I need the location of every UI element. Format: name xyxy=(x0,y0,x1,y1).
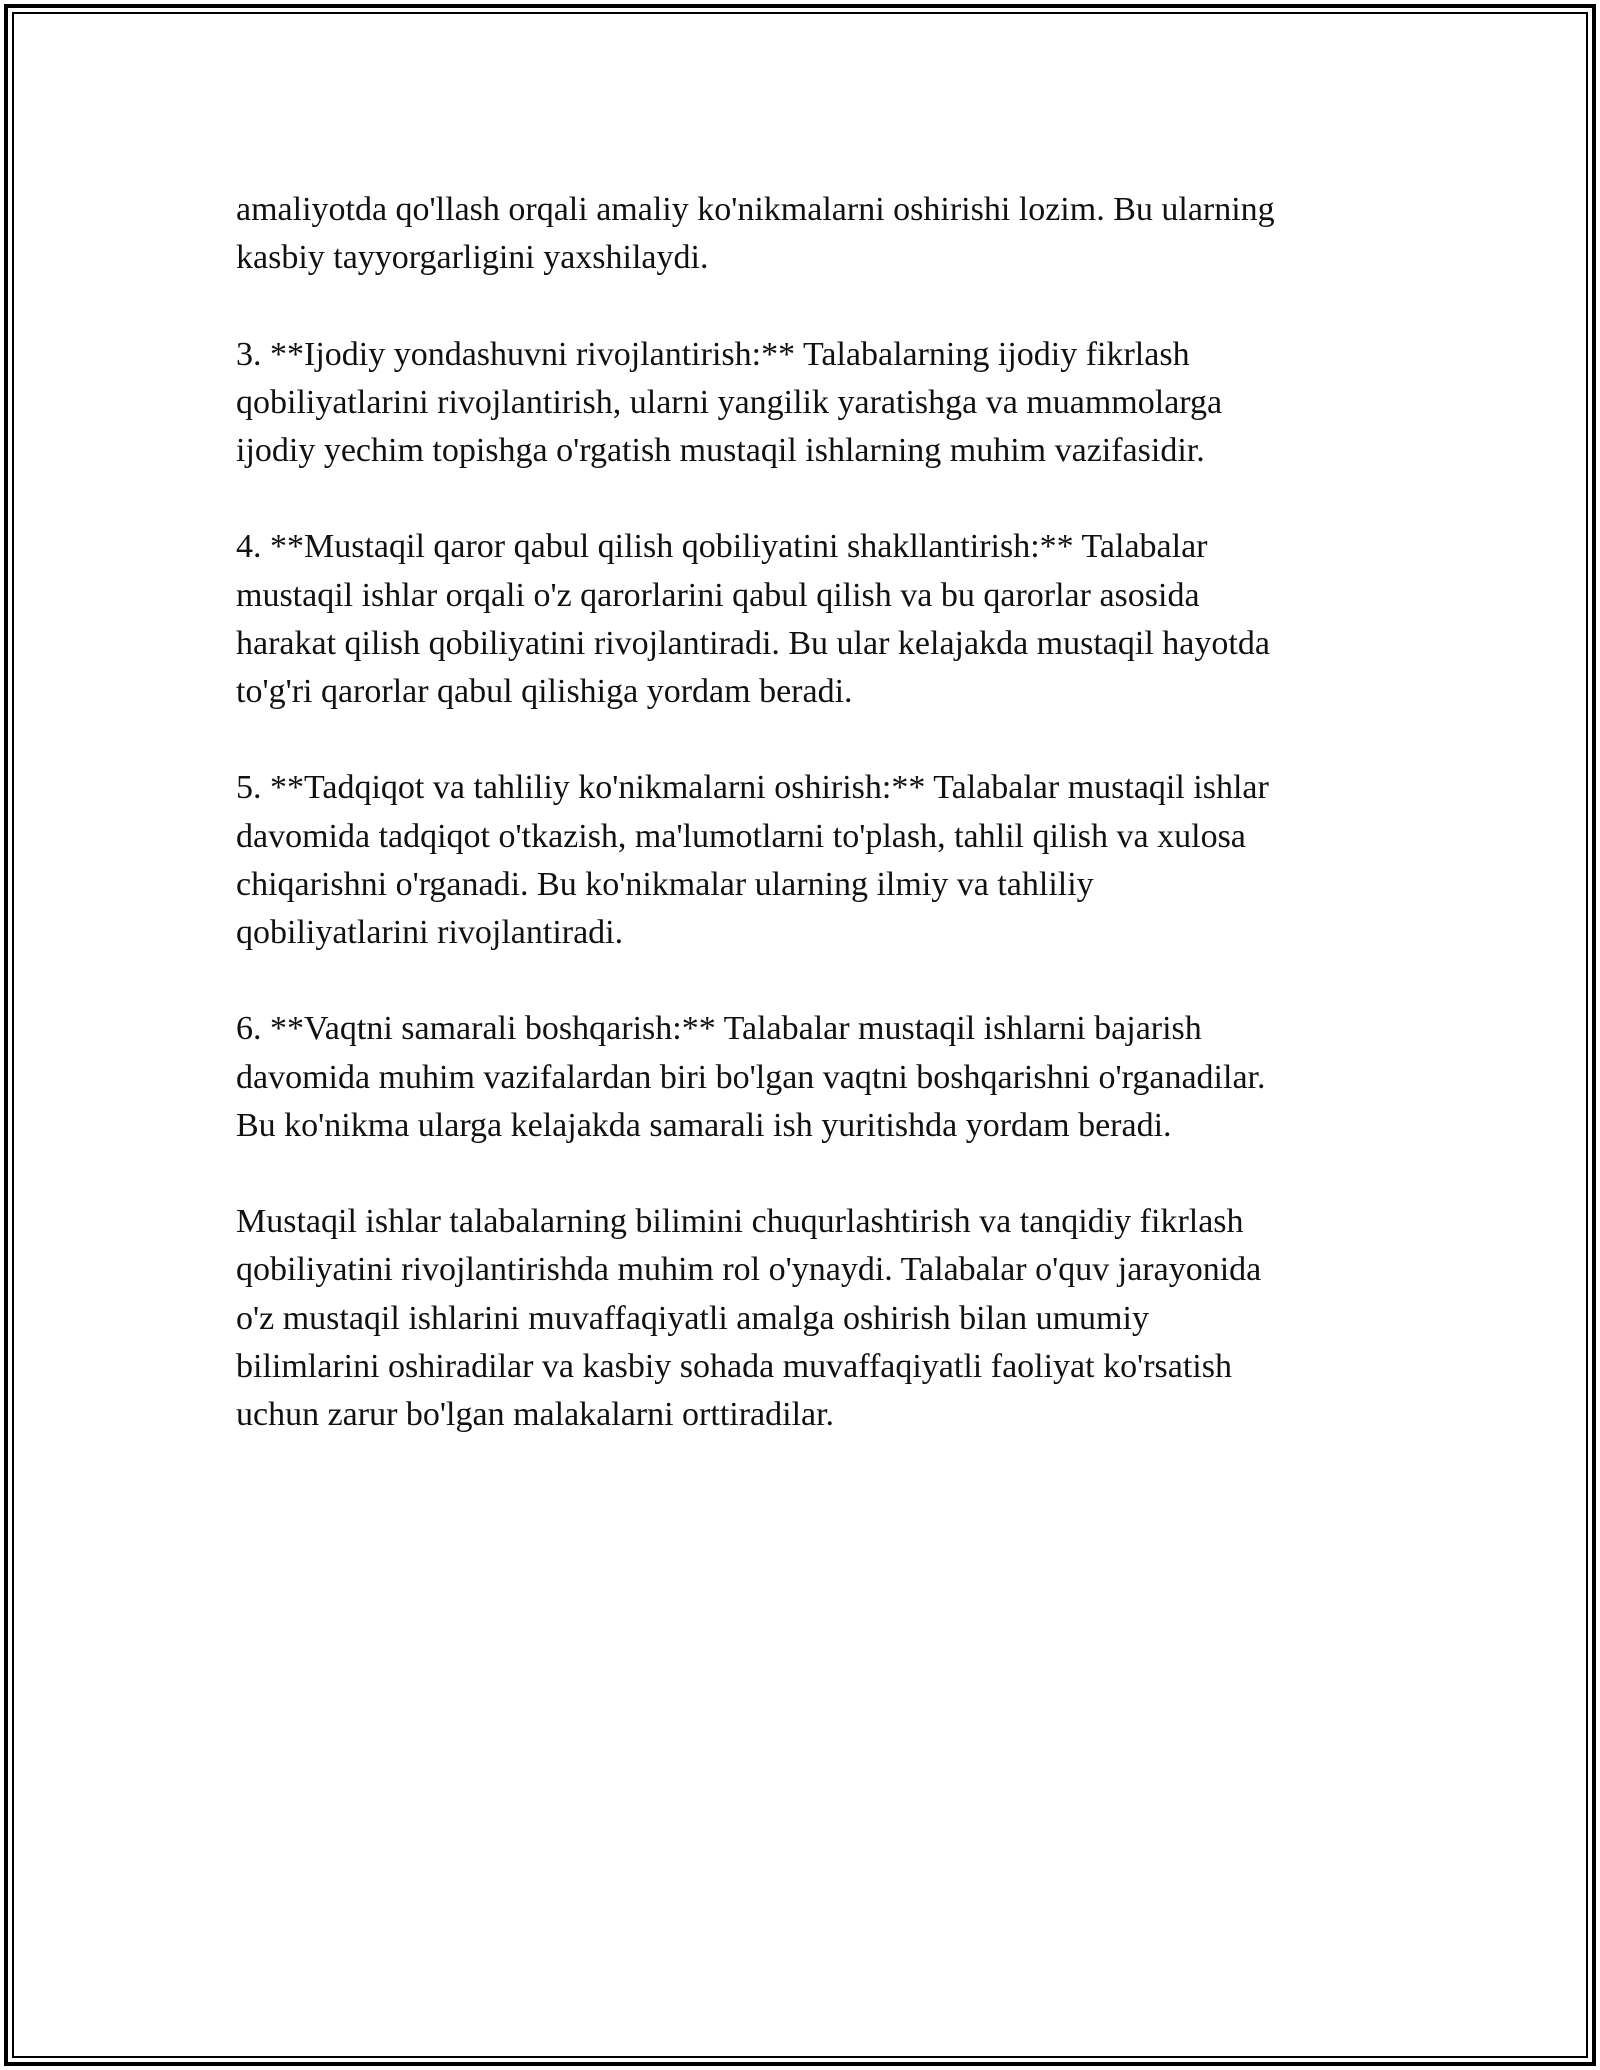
paragraph-continuation: amaliyotda qo'llash orqali amaliy ko'nikmalarni oshirishi lozim. Bu ularning kasbiy tayyorgarligini yaxshilaydi. xyxy=(236,191,1275,277)
document-body xyxy=(236,186,1366,1487)
paragraph-item-4: 4. **Mustaqil qaror qabul qilish qobiliyatini shakllantirish:** Talabalar mustaqil ishlar orqali o'z qarorlarini qabul qilish va bu qarorlar asosida harakat qilish qobiliyatini rivojlantiradi. Bu ular kelajakda mustaqil hayotda to'g'ri qarorlar qabul qilishiga yordam beradi. xyxy=(236,528,1270,710)
paragraph-item-3: 3. **Ijodiy yondashuvni rivojlantirish:** Talabalarning ijodiy fikrlash qobiliyatlarini rivojlantirish, ularni yangilik yaratishga va muammolarga ijodiy yechim topishga o'rgatish mustaqil ishlarning muhim vazifasidir. xyxy=(236,335,1223,469)
paragraph-conclusion: Mustaqil ishlar talabalarning bilimini chuqurlashtirish va tanqidiy fikrlash qobiliyatini rivojlantirishda muhim rol o'ynaydi. Talabalar o'quv jarayonida o'z mustaqil ishlarini muvaffaqiyatli amalga oshirish bilan umumiy bilimlarini oshiradilar va kasbiy sohada muvaffaqiyatli faoliyat ko'rsatish uchun zarur bo'lgan malakalarni orttiradilar. xyxy=(236,1203,1262,1433)
paragraph-item-6: 6. **Vaqtni samarali boshqarish:** Talabalar mustaqil ishlarni bajarish davomida muhim vazifalardan biri bo'lgan vaqtni boshqarishni o'rganadilar. Bu ko'nikma ularga kelajakda samarali ish yuritishda yordam beradi. xyxy=(236,1010,1266,1144)
paragraph-item-5: 5. **Tadqiqot va tahliliy ko'nikmalarni oshirish:** Talabalar mustaqil ishlar davomida tadqiqot o'tkazish, ma'lumotlarni to'plash, tahlil qilish va xulosa chiqarishni o'rganadi. Bu ko'nikmalar ularning ilmiy va tahliliy qobiliyatlarini rivojlantiradi. xyxy=(236,769,1269,951)
